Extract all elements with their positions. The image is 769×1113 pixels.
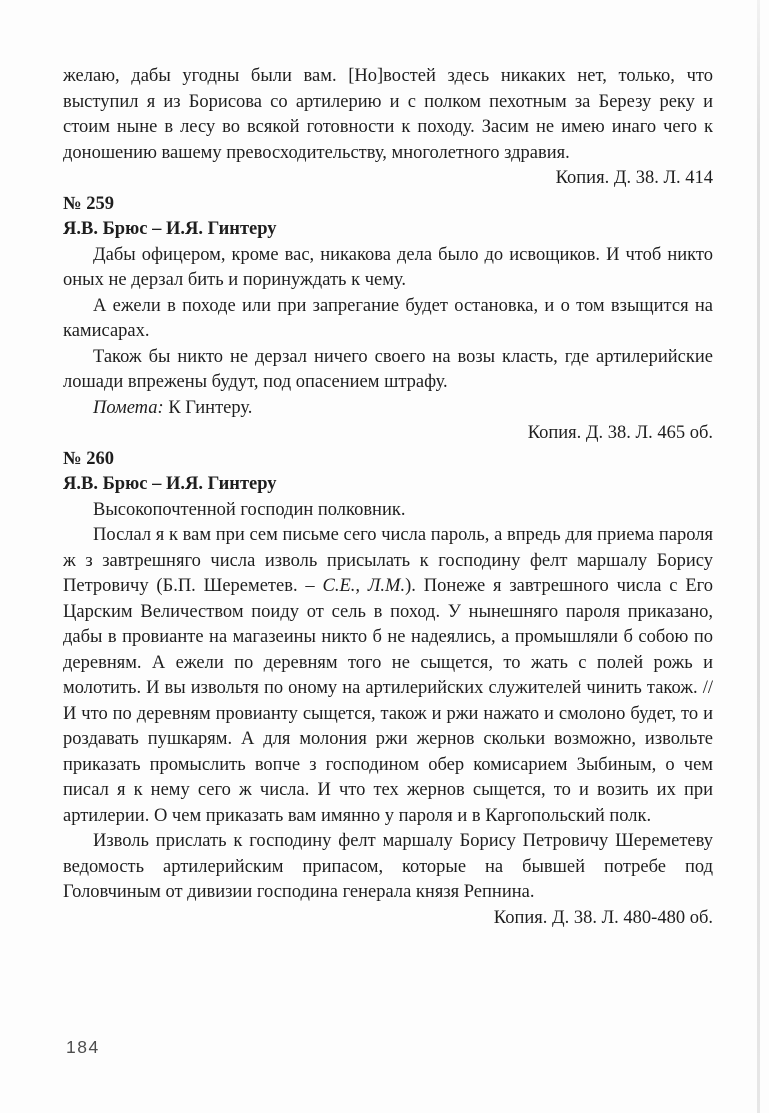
document-number: № 260 bbox=[63, 448, 114, 469]
editorial-note: С.Е., Л.М. bbox=[322, 576, 406, 596]
page-edge-shadow bbox=[757, 0, 760, 1113]
pometa-line bbox=[63, 396, 713, 422]
document-title: Я.В. Брюс – И.Я. Гинтеру bbox=[63, 474, 277, 494]
document-heading-260 bbox=[63, 447, 713, 498]
paragraph-text: Послал я к вам при сем письме сего числа пароль, а впредь для приема пароля ж з завтрешняго числа изволь присылать к господину фелт маршалу Борису Петровичу (Б.П. Шереметев. – bbox=[63, 525, 713, 596]
document-heading-259 bbox=[63, 192, 713, 243]
paragraph: Изволь прислать к господину фелт маршалу Борису Петровичу Шереметеву ведомость артилерийским припасом, которые на бывшей потребе под Головчиным от дивизии господина генерала князя Репнина. bbox=[63, 831, 713, 902]
scanned-page-text bbox=[63, 64, 713, 931]
paragraph-text: ). Понеже я завтрешного числа с Его Царским Величеством поиду от сель в поход. У нынешняго пароля приказано, дабы в провианте на магазеины никто б не надеялись, а промышляли б собою по деревням. А ежели по деревням того не сыщется, то жать с полей рожь и молотить. И вы извольтя по оному на артилерийских служителей чинить також. // И что по деревням провианту сыщется, також и ржи нажато и смолоно будет, то и роздавать пушкарям. А для молония ржи жернов скольки возможно, извольте приказать промыслить вопче з господином обер комисарием Зыбиным, о чем писал я к нему сего ж числа. И что тех жернов сыщется, то и возить их при артилерии. О чем приказать вам имянно у пароля и в Каргопольский полк. bbox=[63, 576, 714, 826]
document-title: Я.В. Брюс – И.Я. Гинтеру bbox=[63, 219, 277, 239]
paragraph: Також бы никто не дерзал ничего своего на возы класть, где артилерийские лошади впрежены будут, под опасением штрафу. bbox=[63, 346, 713, 392]
document-number: № 259 bbox=[63, 193, 114, 214]
page-number: 184 bbox=[66, 1037, 100, 1057]
archive-source-line: Копия. Д. 38. Л. 480-480 об. bbox=[493, 907, 713, 928]
paragraph: А ежели в походе или при запрегание будет остановка, и о том взыщится на камисарах. bbox=[63, 295, 713, 341]
paragraph: Дабы офицером, кроме вас, никакова дела было до исвощиков. И чтоб никто оных не дерзал бить и поринуждать к чему. bbox=[63, 244, 713, 290]
paragraph bbox=[63, 523, 713, 829]
salutation-line: Высокопочтенной господин полковник. bbox=[93, 499, 406, 520]
archive-source-line: Копия. Д. 38. Л. 414 bbox=[555, 168, 713, 188]
continuation-paragraph: желаю, дабы угодны были вам. [Но]востей здесь никаких нет, только, что выступил я из Борисова со артилерию и с полком пехотным за Березу реку и стоим ныне в лесу во всякой готовности к походу. Засим не имею инаго чего к доношению вашему превосходительству, многолетного здравия. bbox=[63, 66, 713, 163]
archive-source-line: Копия. Д. 38. Л. 465 об. bbox=[527, 423, 713, 443]
pometa-label: Помета: bbox=[93, 397, 164, 418]
pometa-text: К Гинтеру. bbox=[163, 397, 253, 418]
